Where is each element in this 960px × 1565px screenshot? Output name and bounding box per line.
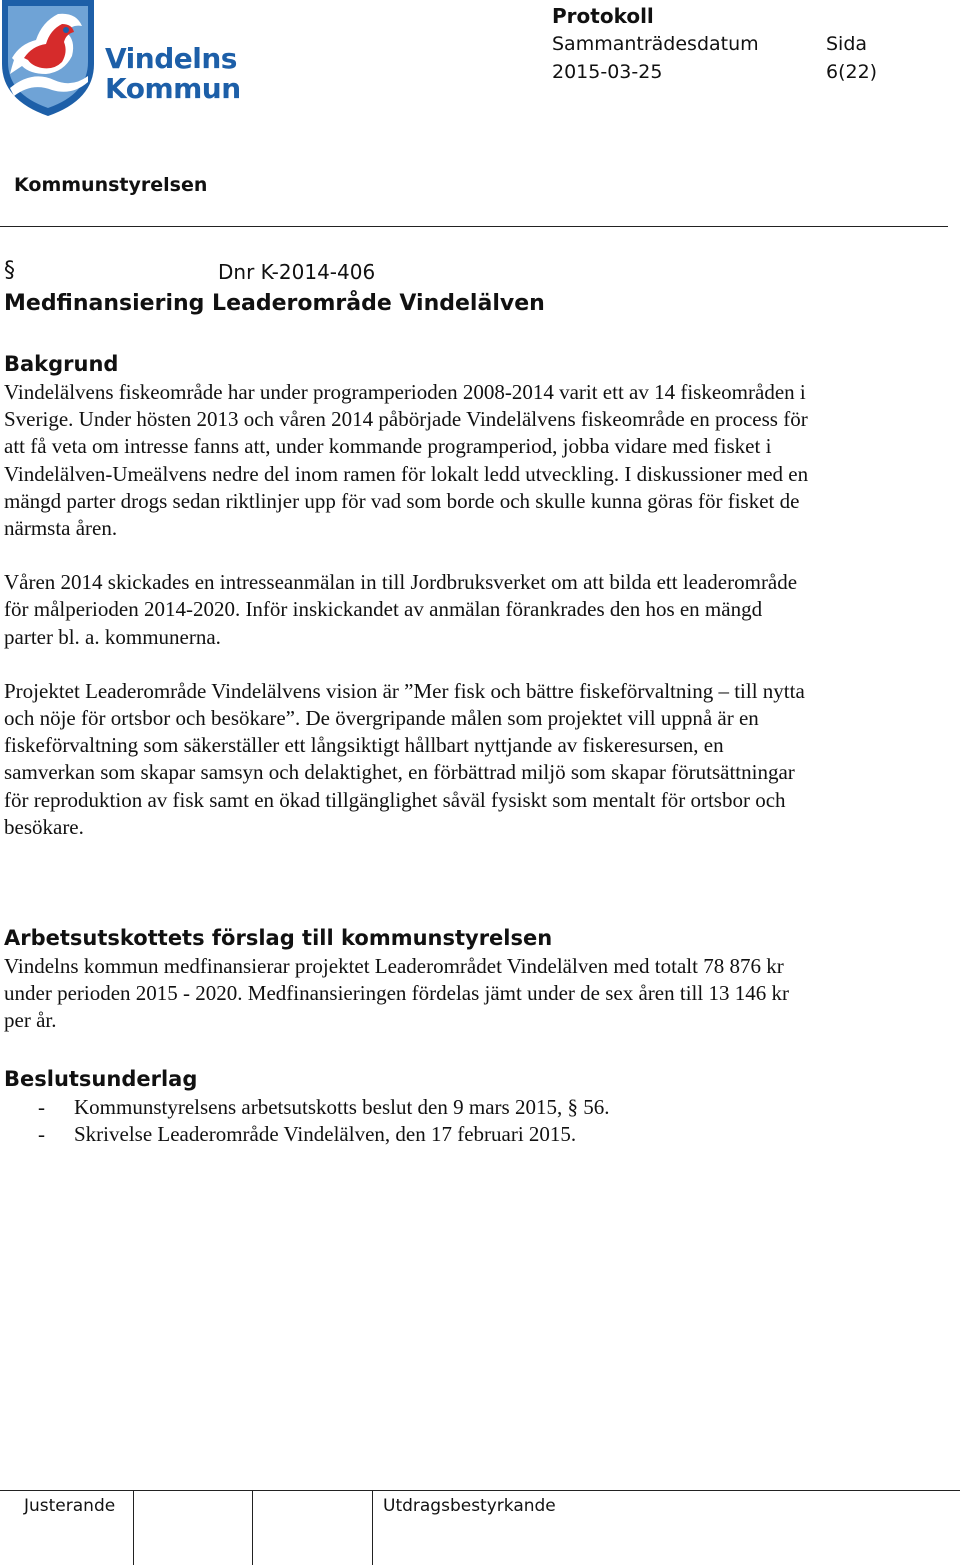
list-item-text: Kommunstyrelsens arbetsutskotts beslut den 9 mars 2015, § 56. — [74, 1095, 610, 1119]
list-item — [4, 1121, 814, 1148]
paragraph-sign: § — [4, 258, 15, 283]
background-section — [4, 350, 814, 841]
background-paragraph-2: Våren 2014 skickades en intresseanmälan in till Jordbruksverket om att bilda ett leaderområde för målperioden 2014-2020. Inför inskickandet av anmälan förankrades den hos en mängd parter bl. a. kommunerna. — [4, 570, 798, 649]
list-item-text: Skrivelse Leaderområde Vindelälven, den 17 februari 2015. — [74, 1122, 577, 1147]
case-title: Medfinansiering Leaderområde Vindelälven — [4, 291, 545, 316]
organ-name: Kommunstyrelsen — [14, 174, 208, 196]
page-label: Sida — [826, 33, 868, 55]
background-paragraph-3: Projektet Leaderområde Vindelälvens vision är ”Mer fisk och bättre fiskeförvaltning – till nytta och nöje för ortsbor och besökare”. De övergripande målen som projektet vill uppnå är en fiskeförvaltning som säkerställer ett långsiktigt hållbart nyttjande av fiskeresursen, en samverkan som skapar samsyn och delaktighet, en förbättrad miljö som skapar förutsättningar för reproduktion av fisk samt en ökad tillgänglighet såväl fysiskt som mentalt för ortsbor och besökare. — [4, 678, 805, 839]
proposal-heading: Arbetsutskottets förslag till kommunstyrelsen — [4, 926, 553, 950]
logo-line-2: Kommun — [105, 72, 241, 105]
meeting-date-value: 2015-03-25 — [552, 61, 663, 83]
signature-footer — [0, 1490, 960, 1565]
header-divider — [0, 226, 948, 227]
proposal-section — [4, 924, 814, 1035]
list-item — [4, 1094, 814, 1121]
decision-basis-heading: Beslutsunderlag — [4, 1067, 198, 1091]
page-number: 6(22) — [826, 61, 878, 83]
logo-line-1: Vindelns — [105, 42, 237, 75]
justerande-label: Justerande — [24, 1496, 116, 1516]
background-paragraph-1: Vindelälvens fiskeområde har under programperioden 2008-2014 varit ett av 14 fiskeområden i Sverige. Under hösten 2013 och våren 2014 påbörjade Vindelälvens fiskeområde en process för att få veta om intresse fanns att, under kommande programperiod, jobba vidare med fisket i Vindelälven-Umeälvens nedre del inom ramen för lokalt ledd utveckling. I diskussioner med en mängd parter drogs sedan riktlinjer upp för vad som borde och skulle kunna göras för fisket de närmsta åren. — [4, 380, 809, 541]
meeting-date-label: Sammanträdesdatum — [552, 33, 759, 55]
signature-box-divider — [372, 1491, 373, 1565]
signature-box-divider — [133, 1491, 134, 1565]
signature-box-divider — [252, 1491, 253, 1565]
logo-wordmark — [105, 44, 241, 104]
list-dash: - — [38, 1122, 45, 1147]
municipality-logo — [2, 0, 242, 118]
decision-basis-section — [4, 1065, 814, 1148]
case-number: Dnr K-2014-406 — [218, 260, 376, 284]
list-dash: - — [38, 1095, 45, 1119]
decision-basis-list — [4, 1094, 814, 1148]
document-type: Protokoll — [552, 4, 654, 28]
fish-emblem-icon — [2, 0, 94, 116]
utdragsbestyrkande-label: Utdragsbestyrkande — [383, 1496, 556, 1516]
background-heading: Bakgrund — [4, 352, 119, 376]
proposal-text: Vindelns kommun medfinansierar projektet Leaderområdet Vindelälven med totalt 78 876 kr under perioden 2015 - 2020. Medfinansieringen fördelas jämt under de sex åren till 13 146 kr per år. — [4, 954, 789, 1033]
